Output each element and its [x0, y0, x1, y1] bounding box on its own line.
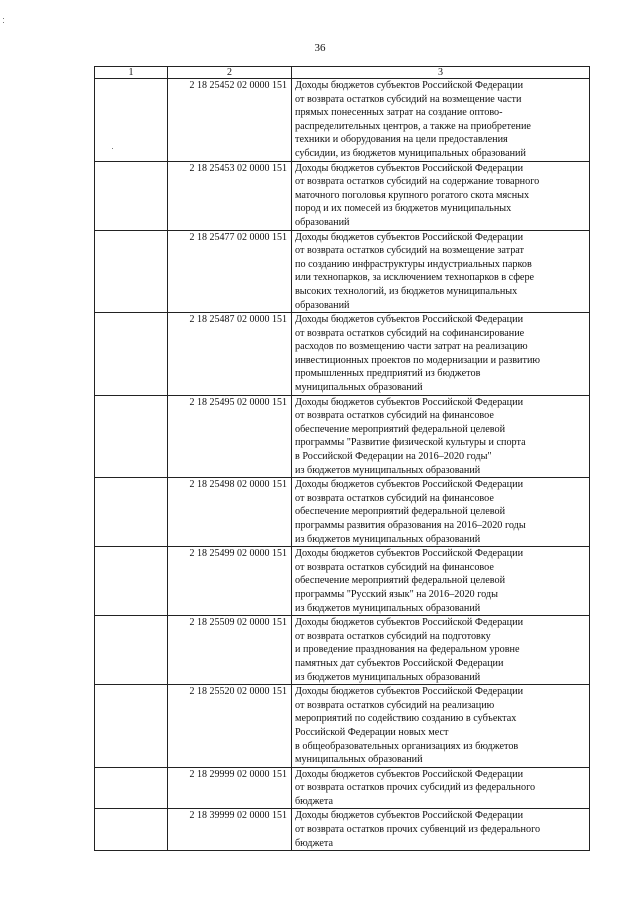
revenue-code-cell: 2 18 25498 02 0000 151: [168, 478, 292, 547]
description-line: пород и их помесей из бюджетов муниципальных: [295, 203, 512, 215]
row-col1-cell: [95, 161, 168, 230]
revenue-description-cell: [292, 478, 590, 547]
revenue-code-cell: 2 18 25520 02 0000 151: [168, 685, 292, 768]
table-header: [95, 67, 590, 79]
description-line: маточного поголовья крупного рогатого скота мясных: [295, 189, 530, 201]
revenue-description-cell: [292, 685, 590, 768]
revenue-code-cell: 2 18 25452 02 0000 151: [168, 79, 292, 162]
revenue-code-cell: 2 18 25509 02 0000 151: [168, 616, 292, 685]
description-line: программы развития образования на 2016–2020 годы: [295, 520, 526, 531]
header-col-1: 1: [95, 67, 168, 79]
description-line: из бюджетов муниципальных образований: [295, 671, 481, 683]
page-number: 36: [314, 42, 326, 54]
revenue-description-cell: [292, 767, 590, 809]
description-line: Доходы бюджетов субъектов Российской Федерации: [295, 396, 524, 408]
revenue-code-cell: 2 18 25487 02 0000 151: [168, 313, 292, 396]
revenue-code-cell: 2 18 29999 02 0000 151: [168, 767, 292, 809]
scan-mark: [3, 22, 4, 23]
description-line: от возврата остатков субсидий на возмещение части: [295, 93, 522, 105]
table-row: [95, 809, 590, 851]
table-row: [95, 547, 590, 616]
revenue-description-cell: [292, 161, 590, 230]
table-row: [95, 767, 590, 809]
description-line: в Российской Федерации на 2016–2020 годы": [295, 451, 492, 463]
description-line: из бюджетов муниципальных образований: [295, 602, 481, 614]
scan-mark: [3, 18, 4, 19]
revenue-description-cell: [292, 395, 590, 478]
description-line: Российской Федерации новых мест: [295, 726, 449, 738]
description-line: субсидии, из бюджетов муниципальных образований: [295, 147, 526, 159]
revenue-codes-table: [94, 66, 590, 851]
description-line: бюджета: [295, 795, 333, 807]
row-col1-cell: [95, 478, 168, 547]
description-line: Доходы бюджетов субъектов Российской Федерации: [295, 479, 524, 491]
description-line: из бюджетов муниципальных образований: [295, 464, 481, 476]
description-line: от возврата остатков субсидий на финансовое: [295, 410, 494, 422]
description-line: от возврата остатков прочих субвенций из федерального: [295, 824, 541, 836]
description-line: Доходы бюджетов субъектов Российской Федерации: [295, 80, 524, 91]
description-line: обеспечение мероприятий федеральной целевой: [295, 423, 506, 435]
revenue-description-cell: [292, 79, 590, 162]
description-line: Доходы бюджетов субъектов Российской Федерации: [295, 231, 524, 243]
description-line: программы "Развитие физической культуры и спорта: [295, 437, 526, 449]
description-line: Доходы бюджетов субъектов Российской Федерации: [295, 162, 524, 174]
row-col1-cell: [95, 230, 168, 313]
description-line: образований: [295, 299, 350, 311]
table-body: [95, 79, 590, 851]
revenue-code-cell: 2 18 25477 02 0000 151: [168, 230, 292, 313]
description-line: расходов по возмещению части затрат на реализацию: [295, 341, 528, 353]
revenue-description-cell: [292, 230, 590, 313]
description-line: от возврата остатков субсидий на реализацию: [295, 699, 495, 711]
revenue-description-cell: [292, 547, 590, 616]
description-line: от возврата остатков субсидий на финансовое: [295, 492, 494, 504]
description-line: высоких технологий, из бюджетов муниципальных: [295, 285, 518, 297]
row-col1-cell: [95, 395, 168, 478]
table-row: [95, 685, 590, 768]
description-line: Доходы бюджетов субъектов Российской Федерации: [295, 768, 524, 780]
description-line: от возврата остатков прочих субсидий из федерального: [295, 782, 536, 794]
description-line: от возврата остатков субсидий на финансовое: [295, 561, 494, 573]
description-line: из бюджетов муниципальных образований: [295, 533, 481, 545]
revenue-description-cell: [292, 616, 590, 685]
revenue-description-cell: [292, 809, 590, 851]
description-line: образований: [295, 216, 350, 228]
description-line: прямых понесенных затрат на создание оптово-: [295, 107, 503, 119]
row-col1-cell: [95, 685, 168, 768]
row-col1-cell: [95, 767, 168, 809]
description-line: по созданию инфраструктуры индустриальных парков: [295, 258, 532, 270]
table-row: [95, 478, 590, 547]
row-col1-cell: [95, 547, 168, 616]
row-col1-cell: [95, 809, 168, 851]
table-row: [95, 395, 590, 478]
description-line: промышленных предприятий из бюджетов: [295, 368, 481, 380]
description-line: обеспечение мероприятий федеральной целевой: [295, 506, 506, 518]
description-line: от возврата остатков субсидий на софинансирование: [295, 327, 525, 339]
description-line: памятных дат субъектов Российской Федерации: [295, 657, 504, 669]
table-row: [95, 616, 590, 685]
revenue-code-cell: 2 18 25453 02 0000 151: [168, 161, 292, 230]
description-line: инвестиционных проектов по модернизации и развитию: [295, 354, 541, 366]
description-line: муниципальных образований: [295, 382, 423, 394]
table-row: [95, 313, 590, 396]
description-line: от возврата остатков субсидий на подготовку: [295, 630, 491, 642]
description-line: Доходы бюджетов субъектов Российской Федерации: [295, 548, 524, 560]
table-row: [95, 161, 590, 230]
description-line: и проведение празднования на федеральном уровне: [295, 644, 520, 656]
description-line: обеспечение мероприятий федеральной целевой: [295, 575, 506, 587]
table-row: [95, 79, 590, 162]
header-row: [95, 67, 590, 79]
revenue-description-cell: [292, 313, 590, 396]
description-line: Доходы бюджетов субъектов Российской Федерации: [295, 686, 524, 698]
revenue-code-cell: 2 18 39999 02 0000 151: [168, 809, 292, 851]
row-col1-cell: [95, 616, 168, 685]
table-row: [95, 230, 590, 313]
row-col1-cell: [95, 79, 168, 162]
scan-mark: [112, 148, 113, 149]
row-col1-cell: [95, 313, 168, 396]
description-line: Доходы бюджетов субъектов Российской Федерации: [295, 810, 524, 822]
description-line: от возврата остатков субсидий на содержание товарного: [295, 176, 540, 188]
description-line: от возврата остатков субсидий на возмещение затрат: [295, 245, 525, 257]
description-line: муниципальных образований: [295, 754, 423, 766]
description-line: программы "Русский язык" на 2016–2020 годы: [295, 588, 498, 600]
description-line: мероприятий по содействию созданию в субъектах: [295, 713, 517, 725]
description-line: Доходы бюджетов субъектов Российской Федерации: [295, 617, 524, 629]
description-line: или технопарков, за исключением технопарков в сфере: [295, 272, 535, 284]
description-line: в общеобразовательных организациях из бюджетов: [295, 740, 519, 752]
header-col-3: 3: [292, 67, 590, 79]
revenue-code-cell: 2 18 25495 02 0000 151: [168, 395, 292, 478]
description-line: распределительных центров, а также на приобретение: [295, 120, 531, 132]
revenue-code-cell: 2 18 25499 02 0000 151: [168, 547, 292, 616]
description-line: бюджета: [295, 837, 333, 849]
header-col-2: 2: [168, 67, 292, 79]
description-line: техники и оборудования на цели предоставления: [295, 134, 508, 146]
description-line: Доходы бюджетов субъектов Российской Федерации: [295, 314, 524, 326]
